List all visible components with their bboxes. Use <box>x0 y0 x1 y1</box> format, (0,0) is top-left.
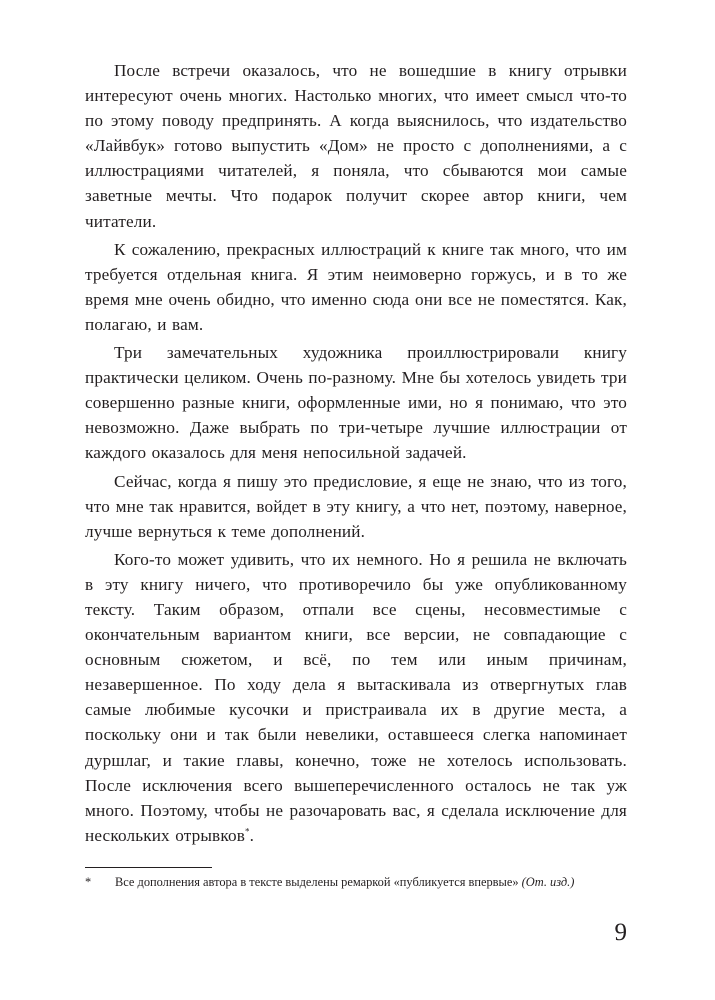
paragraph-4: Сейчас, когда я пишу это предисловие, я еще не знаю, что из того, что мне так нравится, войдет в эту книгу, а что нет, поэтому, наверное, лучше вернуться к теме дополнений. <box>85 471 627 541</box>
paragraph-5: Кого-то может удивить, что их немного. Но я решила не включать в эту книгу ничего, что противоречило бы уже опубликованному тексту. Таким образом, отпали все сцены, несовместимые с окончательным вариантом книги, все версии, не совпадающие с основным сюжетом, и всё, по тем или иным причинам, незавершенное. По ходу дела я вытаскивала из отвергнутых глав самые любимые кусочки и пристраивала их в другие места, а поскольку они и так были невелики, оставшееся слегка напоминает дуршлаг, и такие главы, конечно, тоже не хотелось использовать. После исключения всего вышеперечисленного осталось не так уж много. Поэтому, чтобы не разочаровать вас, я сделала исключение для нескольких отрывков*. <box>85 549 627 845</box>
footnote-reference-mark: * <box>244 826 250 837</box>
footnote-marker: * <box>85 875 92 889</box>
footnote-text: Все дополнения автора в тексте выделены ремаркой «публикуется впервые» <box>115 875 519 889</box>
paragraph-3: Три замечательных художника проиллюстрировали книгу практически целиком. Очень по-разному. Мне бы хотелось увидеть три совершенно разные книги, оформленные ими, но я понимаю, что это невозможно. Даже выбрать по три-четыре лучшие иллюстрации от каждого оказалось для меня непосильной задачей. <box>85 343 627 463</box>
body-text <box>85 58 627 848</box>
footnote-separator <box>85 867 212 868</box>
footnote <box>85 874 627 891</box>
page-number: 9 <box>614 919 627 946</box>
paragraph-2: К сожалению, прекрасных иллюстраций к книге так много, что им требуется отдельная книга. Я этим неимоверно горжусь, и в то же время мне очень обидно, что именно сюда они все не поместятся. Как, полагаю, и вам. <box>85 239 627 334</box>
footnote-editor-note: (От. изд.) <box>521 875 575 889</box>
paragraph-1: После встречи оказалось, что не вошедшие в книгу отрывки интересуют очень многих. Настолько многих, что имеет смысл что-то по этому поводу предпринять. А когда выяснилось, что издательство «Лайвбук» готово выпустить «Дом» не просто с дополнениями, а с иллюстрациями читателей, я поняла, что сбываются мои самые заветные мечты. Что подарок получит скорее автор книги, чем читатели. <box>85 61 627 231</box>
paragraph-5-text: Кого-то может удивить, что их немного. Но я решила не включать в эту книгу ничего, что противоречило бы уже опубликованному тексту. Таким образом, отпали все сцены, несовместимые с окончательным вариантом книги, все версии, не совпадающие с основным сюжетом, и всё, по тем или иным причинам, незавершенное. По ходу дела я вытаскивала из отвергнутых глав самые любимые кусочки и пристраивала их в другие места, а поскольку они и так были невелики, оставшееся слегка напоминает дуршлаг, и такие главы, конечно, тоже не хотелось использовать. После исключения всего вышеперечисленного осталось не так уж много. Поэтому, чтобы не разочаровать вас, я сделала исключение для нескольких отрывков <box>85 549 627 845</box>
footnote-body <box>115 874 627 891</box>
